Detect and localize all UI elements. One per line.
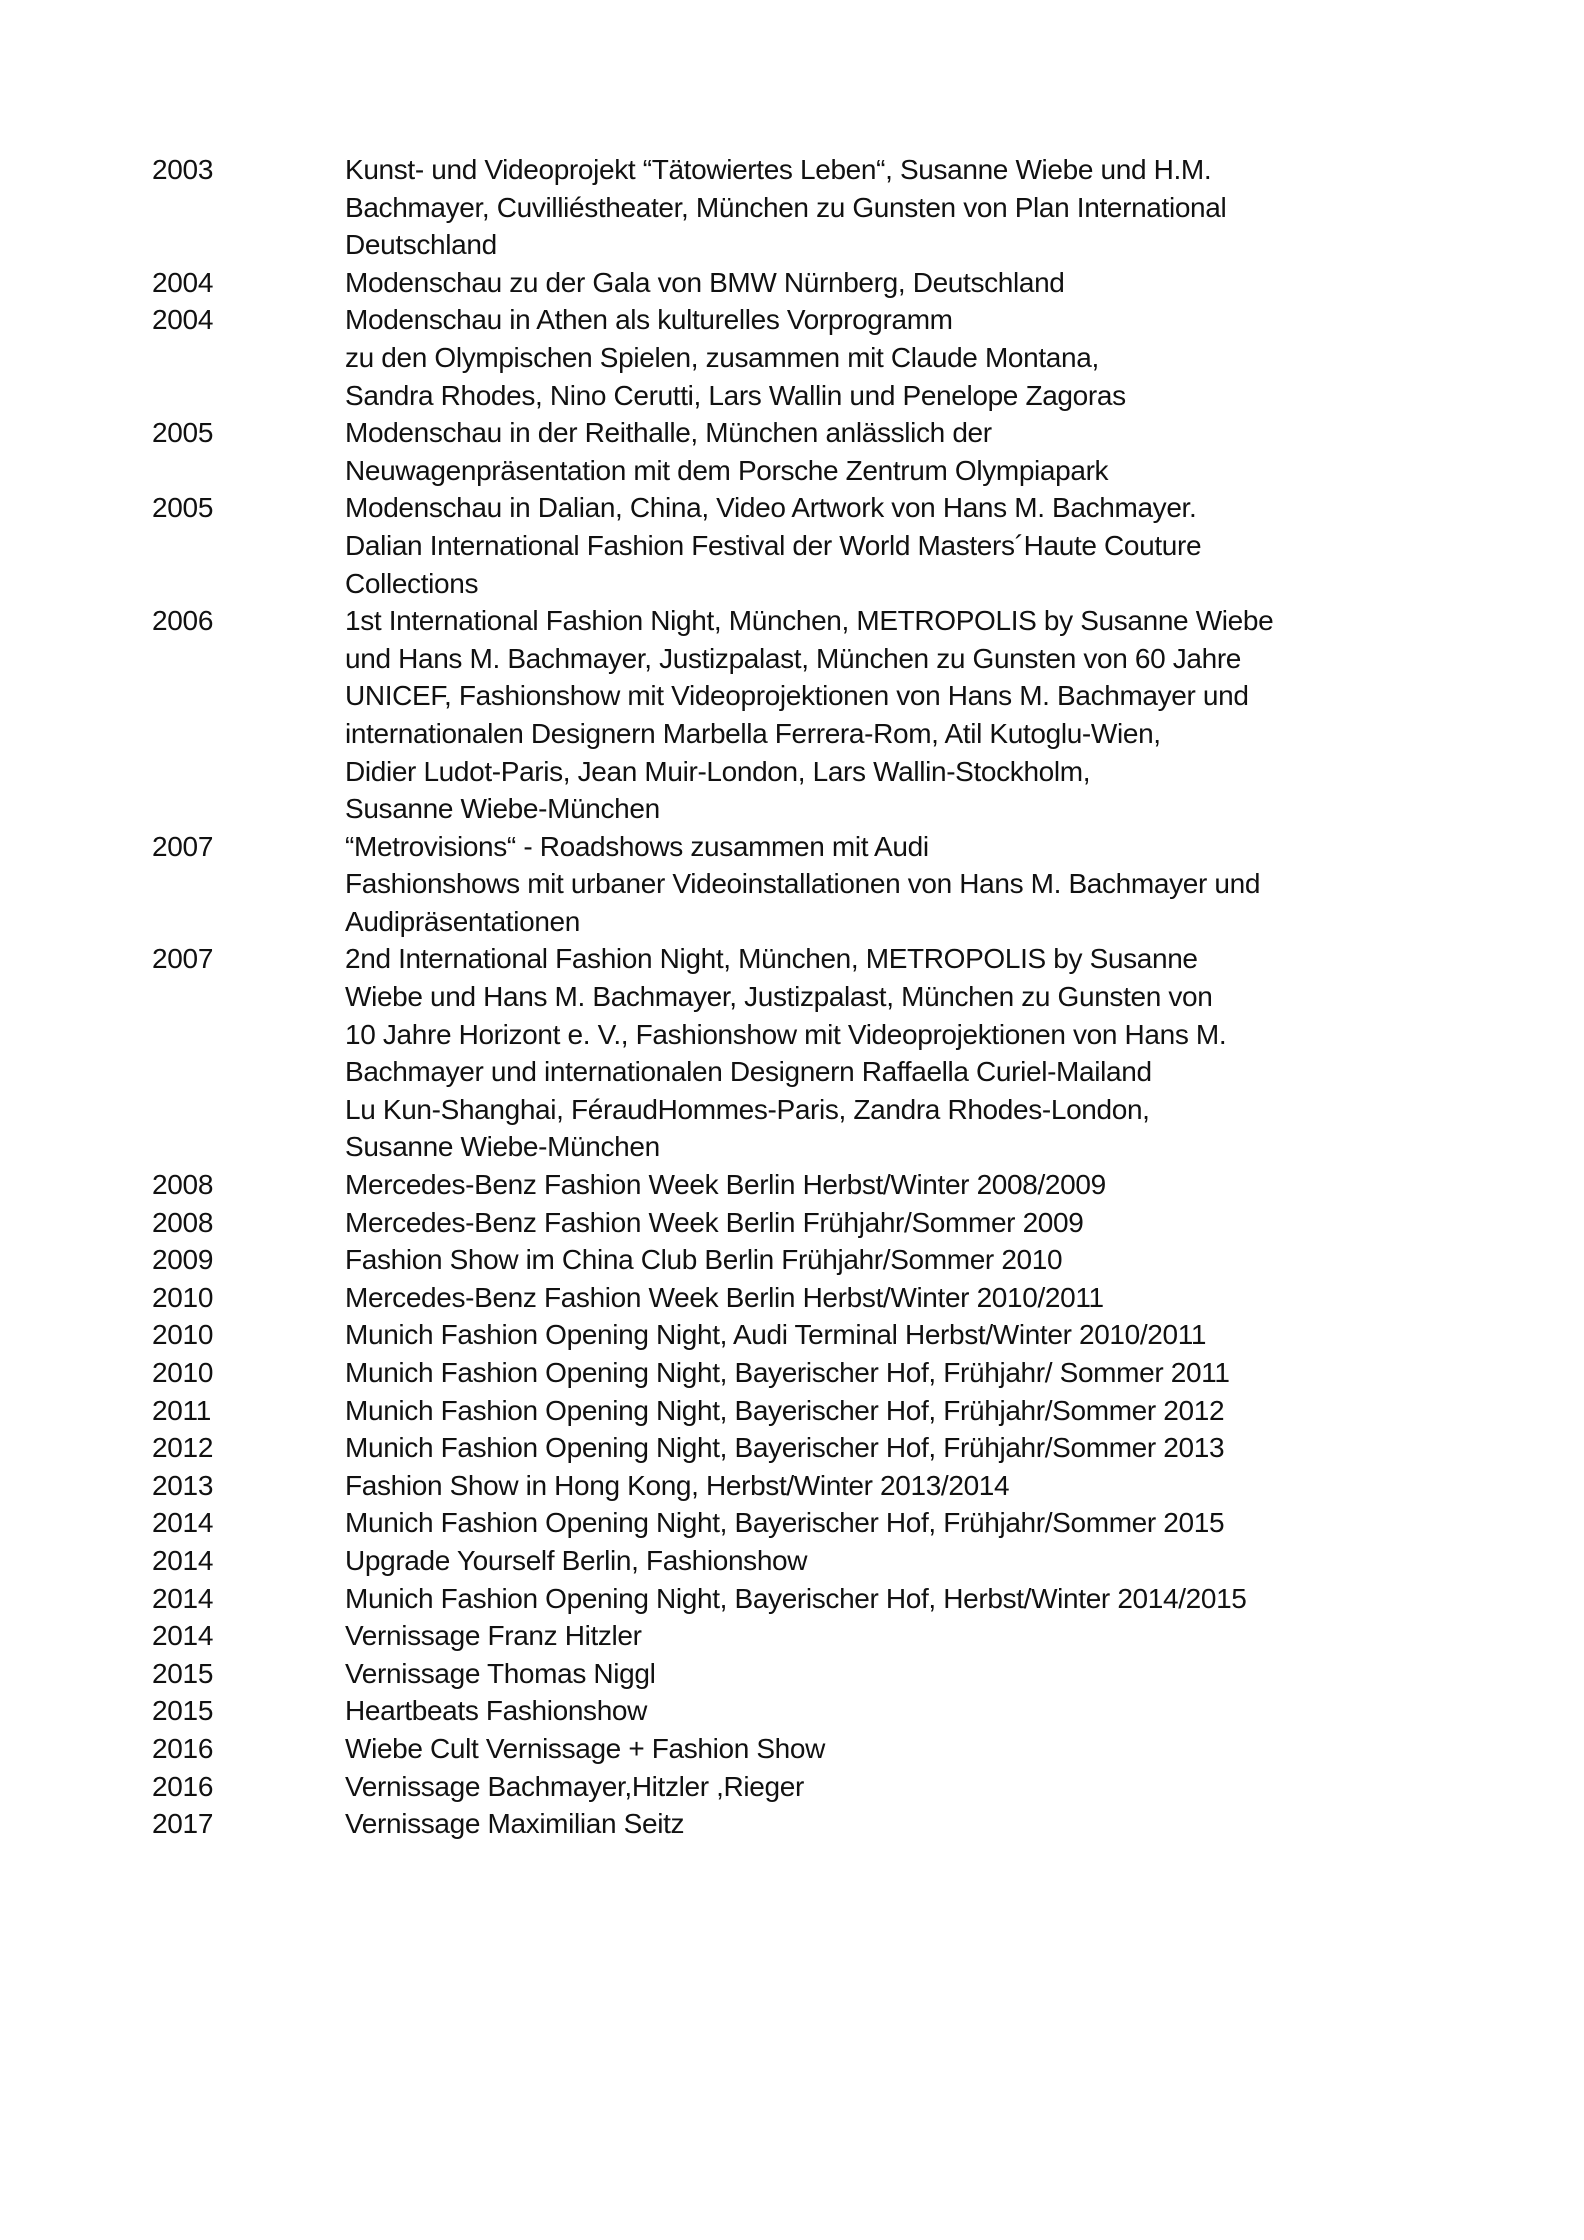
list-item: [152, 1241, 1452, 1279]
entry-description-line: Vernissage Maximilian Seitz: [345, 1808, 685, 1840]
entry-description-line: Bachmayer, Cuvilliéstheater, München zu Gunsten von Plan International: [345, 191, 1227, 223]
entry-year: 2012: [152, 1432, 214, 1464]
entry-description-line: Fashion Show im China Club Berlin Frühjahr/Sommer 2010: [345, 1244, 1063, 1276]
entry-year: 2009: [152, 1244, 214, 1276]
entry-year: 2004: [152, 266, 214, 298]
entry-year: 2014: [152, 1620, 214, 1652]
list-item: [152, 1692, 1452, 1730]
entry-description-line: zu den Olympischen Spielen, zusammen mit Claude Montana,: [345, 341, 1099, 373]
entry-description: [345, 151, 1452, 264]
entry-description-line: Dalian International Fashion Festival der World Masters´Haute Couture: [345, 529, 1202, 561]
entry-description-line: Wiebe und Hans M. Bachmayer, Justizpalast, München zu Gunsten von: [345, 981, 1213, 1013]
exhibition-list: [152, 151, 1452, 1843]
list-item: [152, 1617, 1452, 1655]
entry-description: [345, 1392, 1452, 1430]
entry-description-line: Collections: [345, 567, 479, 599]
entry-description: [345, 602, 1452, 828]
list-item: [152, 1655, 1452, 1693]
entry-year: 2010: [152, 1357, 214, 1388]
entry-description-line: Fashion Show in Hong Kong, Herbst/Winter 2013/2014: [345, 1469, 1010, 1501]
entry-description-line: “Metrovisions“ - Roadshows zusammen mit Audi: [345, 830, 929, 862]
entry-description-line: und Hans M. Bachmayer, Justizpalast, München zu Gunsten von 60 Jahre: [345, 642, 1242, 674]
entry-description-line: Heartbeats Fashionshow: [345, 1695, 648, 1727]
entry-description-line: 2nd International Fashion Night, München, METROPOLIS by Susanne: [345, 943, 1198, 975]
entry-description-line: Didier Ludot-Paris, Jean Muir-London, Lars Wallin-Stockholm,: [345, 755, 1091, 787]
entry-description-line: Mercedes-Benz Fashion Week Berlin Herbst/Winter 2010/2011: [345, 1281, 1104, 1313]
entry-description-line: Modenschau in Athen als kulturelles Vorprogramm: [345, 304, 953, 336]
entry-description-line: Munich Fashion Opening Night, Bayerischer Hof, Frühjahr/ Sommer 2011: [345, 1357, 1230, 1388]
entry-description-line: Sandra Rhodes, Nino Cerutti, Lars Wallin und Penelope Zagoras: [345, 379, 1126, 411]
entry-description-line: Fashionshows mit urbaner Videoinstallationen von Hans M. Bachmayer und: [345, 868, 1261, 900]
entry-year: 2014: [152, 1544, 214, 1576]
entry-description-line: Modenschau in der Reithalle, München anlässlich der: [345, 417, 992, 449]
entry-year: 2016: [152, 1770, 214, 1802]
entry-description-line: Neuwagenpräsentation mit dem Porsche Zentrum Olympiapark: [345, 454, 1109, 486]
entry-description-line: Kunst- und Videoprojekt “Tätowiertes Leben“, Susanne Wiebe und H.M.: [345, 154, 1212, 185]
list-item: [152, 1429, 1452, 1467]
list-item: [152, 1392, 1452, 1430]
entry-description: [345, 1279, 1452, 1317]
entry-description: [345, 1354, 1452, 1392]
entry-year: 2006: [152, 605, 214, 637]
entry-description-line: Audipräsentationen: [345, 905, 580, 937]
list-item: [152, 301, 1452, 414]
list-item: [152, 1166, 1452, 1204]
entry-description-line: Vernissage Thomas Niggl: [345, 1657, 656, 1689]
entry-description: [345, 1617, 1452, 1655]
entry-year: 2010: [152, 1319, 214, 1351]
entry-year: 2008: [152, 1169, 214, 1201]
entry-description-line: Vernissage Franz Hitzler: [345, 1620, 642, 1652]
entry-year: 2008: [152, 1206, 214, 1238]
list-item: [152, 1504, 1452, 1542]
entry-description: [345, 1316, 1452, 1354]
entry-description: [345, 1204, 1452, 1242]
entry-year: 2005: [152, 417, 214, 449]
list-item: [152, 1730, 1452, 1768]
entry-description: [345, 489, 1452, 602]
entry-description: [345, 1542, 1452, 1580]
entry-description-line: Lu Kun-Shanghai, FéraudHommes-Paris, Zandra Rhodes-London,: [345, 1093, 1150, 1125]
entry-description-line: Munich Fashion Opening Night, Bayerischer Hof, Frühjahr/Sommer 2012: [345, 1394, 1225, 1426]
entry-description-line: Modenschau in Dalian, China, Video Artwork von Hans M. Bachmayer.: [345, 492, 1197, 524]
entry-year: 2010: [152, 1281, 214, 1313]
entry-description: [345, 264, 1452, 302]
entry-description: [345, 1467, 1452, 1505]
entry-description-line: Deutschland: [345, 229, 497, 261]
list-item: [152, 1316, 1452, 1354]
entry-year: 2017: [152, 1808, 214, 1840]
entry-year: 2013: [152, 1469, 214, 1501]
entry-description-line: Munich Fashion Opening Night, Bayerischer Hof, Frühjahr/Sommer 2013: [345, 1432, 1225, 1464]
entry-description-line: Munich Fashion Opening Night, Audi Terminal Herbst/Winter 2010/2011: [345, 1319, 1207, 1351]
list-item: [152, 1279, 1452, 1317]
entry-description: [345, 1166, 1452, 1204]
entry-description: [345, 1730, 1452, 1768]
entry-description-line: Upgrade Yourself Berlin, Fashionshow: [345, 1544, 808, 1576]
entry-description: [345, 828, 1452, 941]
entry-year: 2004: [152, 304, 214, 336]
entry-description-line: internationalen Designern Marbella Ferrera-Rom, Atil Kutoglu-Wien,: [345, 717, 1161, 749]
entry-year: 2016: [152, 1732, 214, 1764]
list-item: [152, 828, 1452, 941]
entry-year: 2007: [152, 830, 214, 862]
entry-description: [345, 1580, 1452, 1618]
entry-description: [345, 1692, 1452, 1730]
entry-description: [345, 940, 1452, 1166]
entry-description: [345, 1504, 1452, 1542]
entry-description: [345, 1429, 1452, 1467]
list-item: [152, 264, 1452, 302]
list-item: [152, 151, 1452, 264]
list-item: [152, 1204, 1452, 1242]
entry-description: [345, 1241, 1452, 1279]
list-item: [152, 602, 1452, 828]
entry-description-line: Susanne Wiebe-München: [345, 1131, 660, 1163]
entry-description-line: Munich Fashion Opening Night, Bayerischer Hof, Frühjahr/Sommer 2015: [345, 1507, 1225, 1539]
entry-description-line: UNICEF, Fashionshow mit Videoprojektionen von Hans M. Bachmayer und: [345, 680, 1249, 712]
entry-description-line: Munich Fashion Opening Night, Bayerischer Hof, Herbst/Winter 2014/2015: [345, 1582, 1247, 1614]
entry-year: 2014: [152, 1582, 214, 1614]
list-item: [152, 1354, 1452, 1392]
entry-year: 2003: [152, 154, 214, 185]
entry-description: [345, 301, 1452, 414]
list-item: [152, 1542, 1452, 1580]
list-item: [152, 1768, 1452, 1806]
list-item: [152, 1467, 1452, 1505]
entry-description: [345, 1768, 1452, 1806]
entry-year: 2015: [152, 1657, 214, 1689]
entry-description-line: 10 Jahre Horizont e. V., Fashionshow mit Videoprojektionen von Hans M.: [345, 1018, 1227, 1050]
entry-description-line: Wiebe Cult Vernissage + Fashion Show: [345, 1732, 825, 1764]
list-item: [152, 414, 1452, 489]
entry-description-line: 1st International Fashion Night, München, METROPOLIS by Susanne Wiebe: [345, 605, 1274, 637]
list-item: [152, 940, 1452, 1166]
list-item: [152, 1805, 1452, 1843]
entry-description-line: Mercedes-Benz Fashion Week Berlin Frühjahr/Sommer 2009: [345, 1206, 1084, 1238]
entry-year: 2011: [152, 1394, 212, 1426]
entry-year: 2005: [152, 492, 214, 524]
entry-description: [345, 1655, 1452, 1693]
entry-description-line: Bachmayer und internationalen Designern Raffaella Curiel-Mailand: [345, 1056, 1152, 1088]
entry-year: 2007: [152, 943, 214, 975]
entry-description-line: Susanne Wiebe-München: [345, 793, 660, 825]
entry-description: [345, 414, 1452, 489]
entry-year: 2015: [152, 1695, 214, 1727]
entry-year: 2014: [152, 1507, 214, 1539]
list-item: [152, 489, 1452, 602]
entry-description: [345, 1805, 1452, 1843]
entry-description-line: Mercedes-Benz Fashion Week Berlin Herbst/Winter 2008/2009: [345, 1169, 1106, 1201]
entry-description-line: Modenschau zu der Gala von BMW Nürnberg, Deutschland: [345, 266, 1065, 298]
list-item: [152, 1580, 1452, 1618]
entry-description-line: Vernissage Bachmayer,Hitzler ,Rieger: [345, 1770, 804, 1802]
